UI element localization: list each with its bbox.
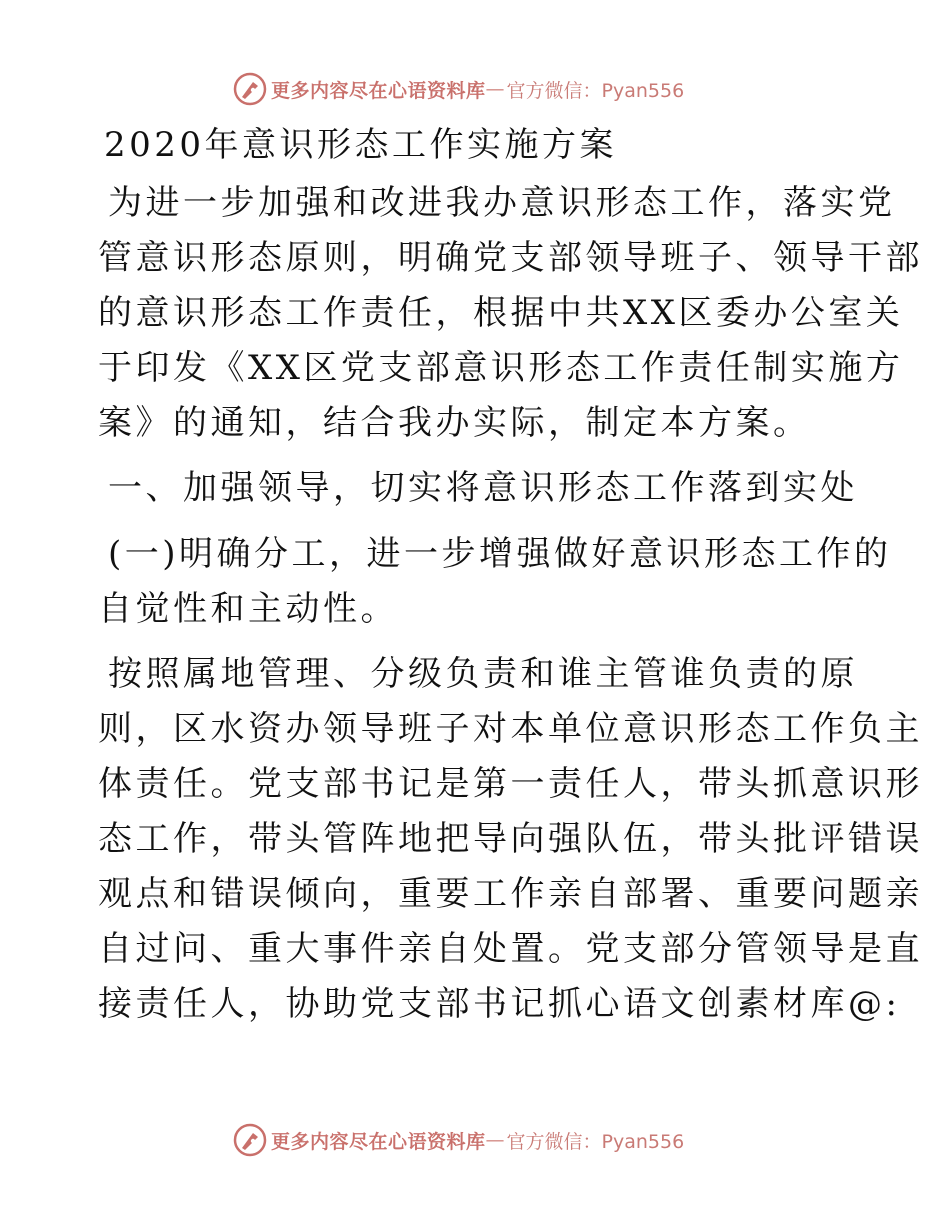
watermark-wechat: 官方微信：Pyan556 — [506, 79, 685, 102]
watermark-separator: — — [485, 1129, 505, 1151]
intro-line: 于印发《XX区党支部意识形态工作责任制实施方 — [98, 348, 904, 388]
watermark-main-text: 更多内容尽在心语资料库 — [271, 79, 486, 102]
watermark-footer — [233, 1123, 684, 1157]
body-line: 自过问、重大事件亲自处置。党支部分管领导是直 — [98, 929, 923, 969]
subsection-line: 自觉性和主动性。 — [98, 589, 398, 629]
document-body — [98, 122, 923, 1027]
watermark-header — [233, 72, 684, 106]
body-line: 则，区水资办领导班子对本单位意识形态工作负主 — [98, 709, 923, 749]
watermark-wechat: 官方微信：Pyan556 — [506, 1130, 685, 1153]
subsection-line: (一)明确分工，进一步增强做好意识形态工作的 — [108, 534, 892, 574]
watermark-main-text: 更多内容尽在心语资料库 — [271, 1130, 486, 1153]
body-line: 态工作，带头管阵地把导向强队伍，带头批评错误 — [98, 819, 923, 859]
body-line: 按照属地管理、分级负责和谁主管谁负责的原 — [108, 654, 858, 694]
intro-line: 的意识形态工作责任，根据中共XX区委办公室关 — [98, 293, 904, 333]
intro-line: 管意识形态原则，明确党支部领导班子、领导干部 — [98, 238, 923, 278]
intro-line: 案》的通知，结合我办实际，制定本方案。 — [98, 403, 811, 443]
body-line: 接责任人，协助党支部书记抓心语文创素材库@: — [98, 984, 901, 1024]
body-line: 体责任。党支部书记是第一责任人，带头抓意识形 — [98, 764, 923, 804]
document-title: 2020年意识形态工作实施方案 — [104, 125, 618, 165]
intro-line: 为进一步加强和改进我办意识形态工作，落实党 — [108, 183, 896, 223]
pen-nib-logo-icon — [233, 72, 267, 106]
body-line: 观点和错误倾向，重要工作亲自部署、重要问题亲 — [98, 874, 923, 914]
pen-nib-logo-icon — [233, 1123, 267, 1157]
watermark-separator: — — [485, 78, 505, 100]
section-heading: 一、加强领导，切实将意识形态工作落到实处 — [108, 468, 858, 508]
